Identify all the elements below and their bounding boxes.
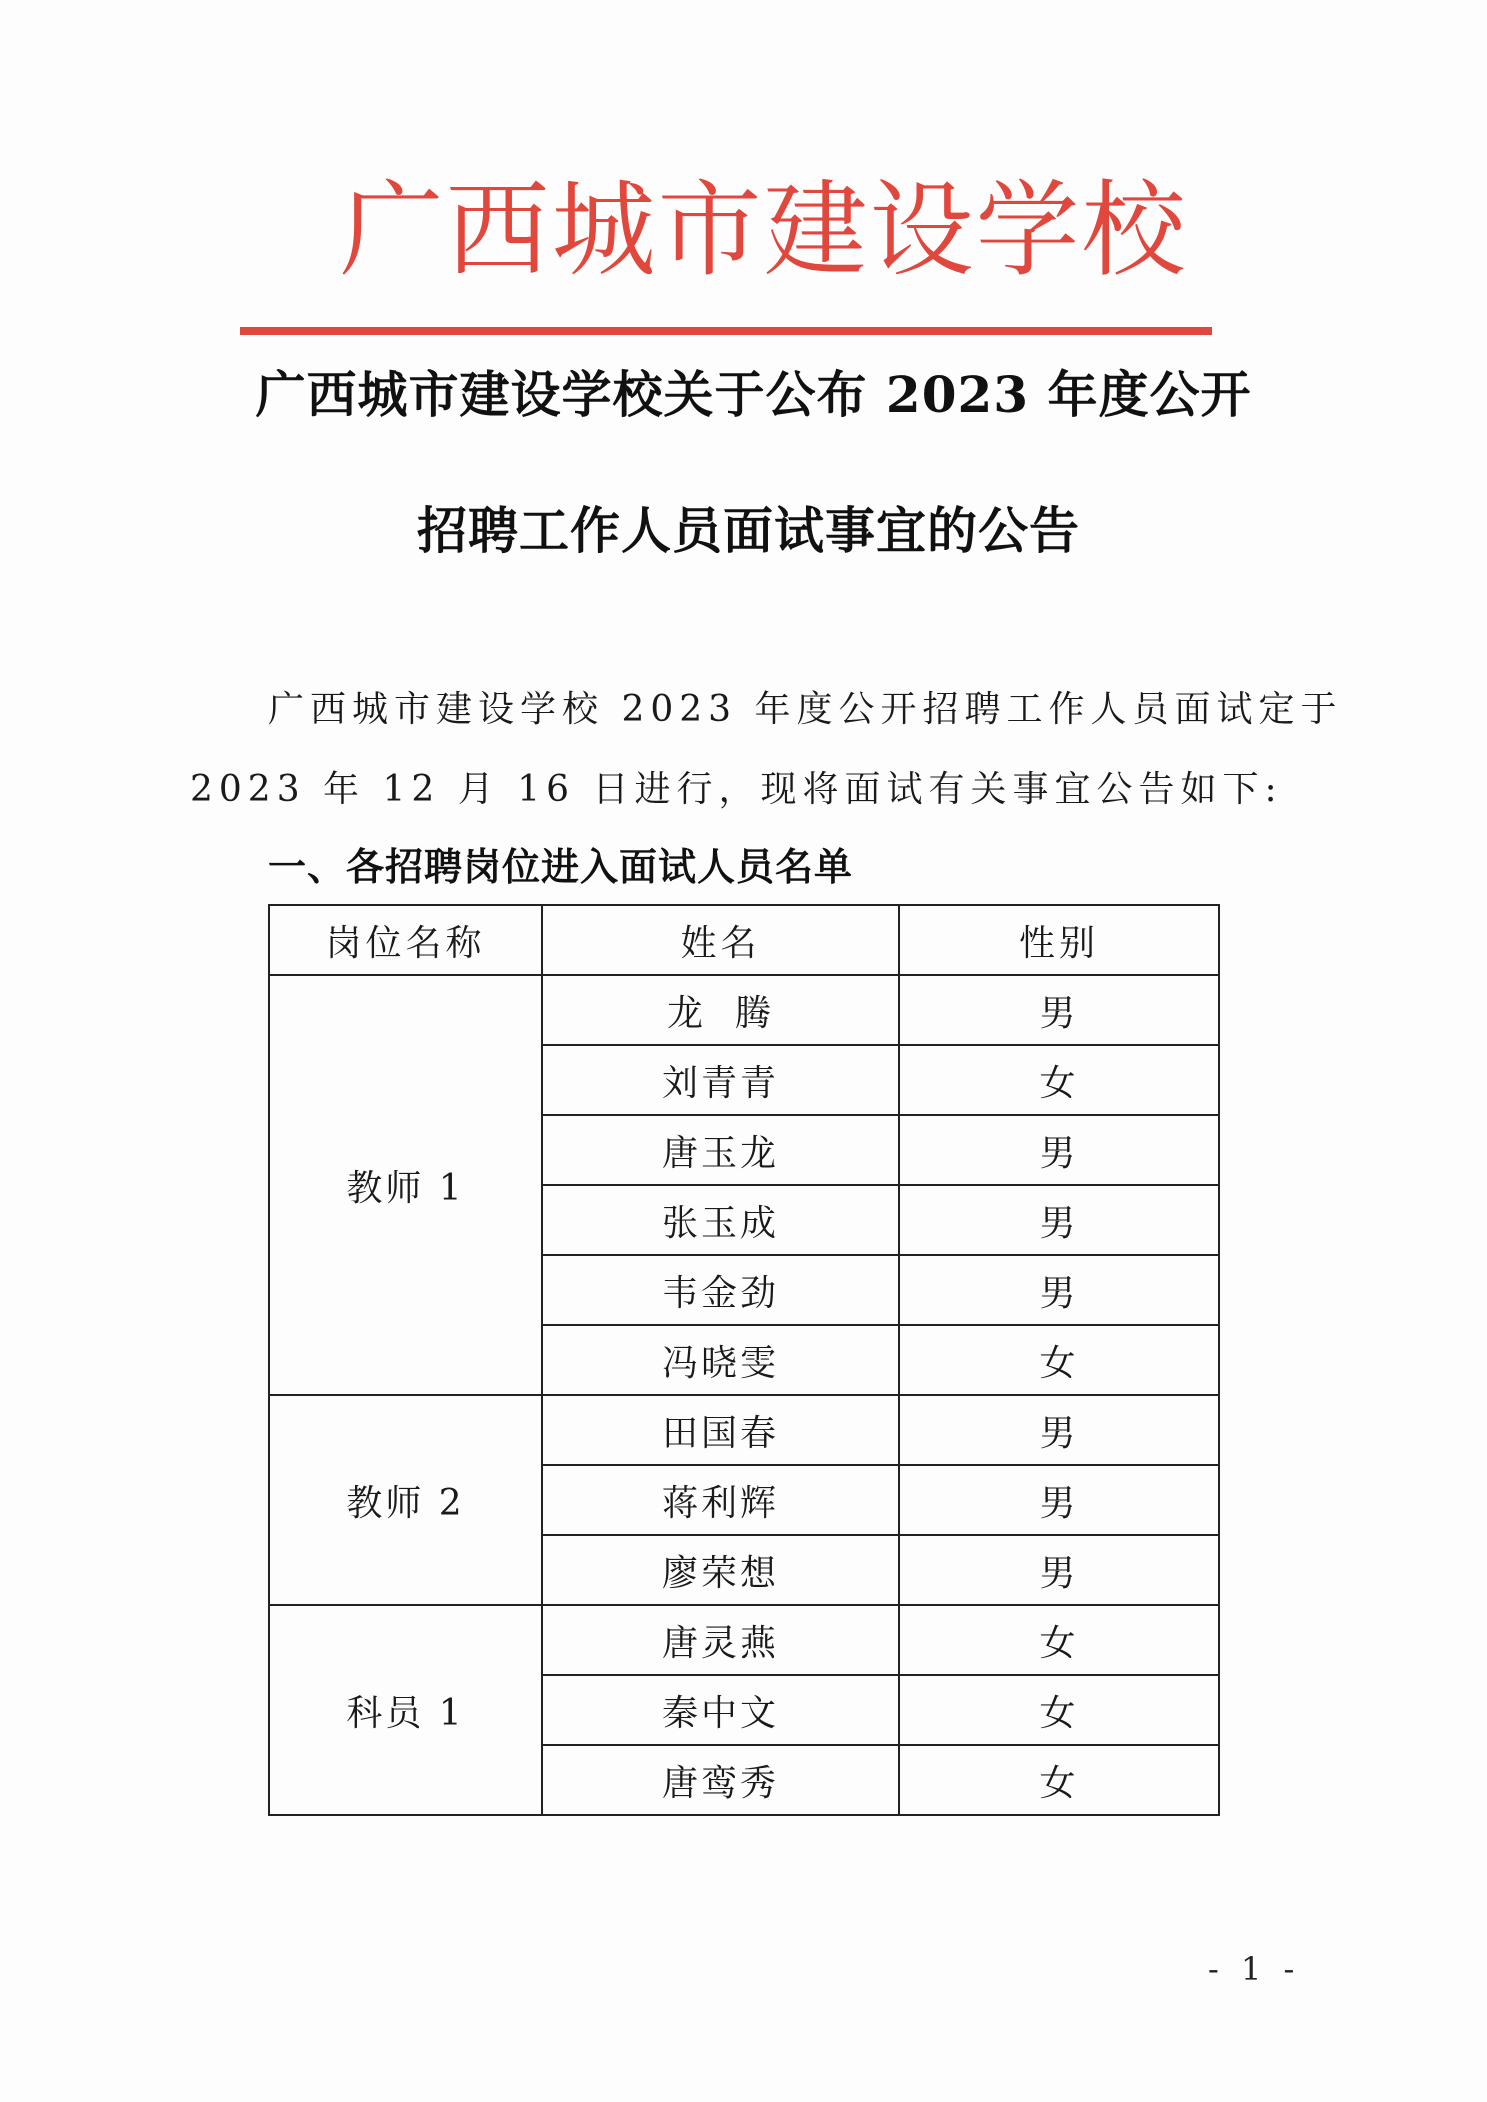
letterhead-school-name: 广西城市建设学校 [339,169,1188,291]
gender-cell: 女 [899,1745,1219,1815]
name-cell: 田国春 [542,1395,899,1465]
gender-cell: 男 [899,1115,1219,1185]
name-cell: 唐玉龙 [542,1115,899,1185]
name-cell: 韦金劲 [542,1255,899,1325]
letterhead-red-rule [240,327,1212,335]
document-title-line-2: 招聘工作人员面试事宜的公告 [417,501,1080,560]
section-heading-interview-list: 一、各招聘岗位进入面试人员名单 [268,845,854,889]
body-paragraph-line-1: 广西城市建设学校 2023 年度公开招聘工作人员面试定于 [268,689,1343,730]
table-row [269,1605,1219,1675]
name-cell: 龙 腾 [542,975,899,1045]
name-cell: 廖荣想 [542,1535,899,1605]
name-cell: 唐鸾秀 [542,1745,899,1815]
gender-cell: 女 [899,1045,1219,1115]
gender-cell: 男 [899,1185,1219,1255]
gender-cell: 女 [899,1605,1219,1675]
name-cell: 冯晓雯 [542,1325,899,1395]
gender-cell: 男 [899,1535,1219,1605]
interview-roster-table [268,904,1220,1816]
table-row [269,1395,1219,1465]
header-name: 姓名 [542,905,899,975]
table-header-row [269,905,1219,975]
name-cell: 蒋利辉 [542,1465,899,1535]
position-cell: 教师 1 [269,975,542,1395]
header-position: 岗位名称 [269,905,542,975]
position-cell: 科员 1 [269,1605,542,1815]
name-cell: 秦中文 [542,1675,899,1745]
table-row [269,975,1219,1045]
gender-cell: 女 [899,1675,1219,1745]
gender-cell: 男 [899,1395,1219,1465]
gender-cell: 男 [899,975,1219,1045]
header-gender: 性别 [899,905,1219,975]
page-number: - 1 - [1208,1950,1301,1988]
document-title-line-1: 广西城市建设学校关于公布 2023 年度公开 [255,365,1252,424]
gender-cell: 女 [899,1325,1219,1395]
position-cell: 教师 2 [269,1395,542,1605]
name-cell: 刘青青 [542,1045,899,1115]
gender-cell: 男 [899,1465,1219,1535]
name-cell: 张玉成 [542,1185,899,1255]
body-paragraph-line-2: 2023 年 12 月 16 日进行，现将面试有关事宜公告如下: [190,769,1283,810]
name-cell: 唐灵燕 [542,1605,899,1675]
gender-cell: 男 [899,1255,1219,1325]
